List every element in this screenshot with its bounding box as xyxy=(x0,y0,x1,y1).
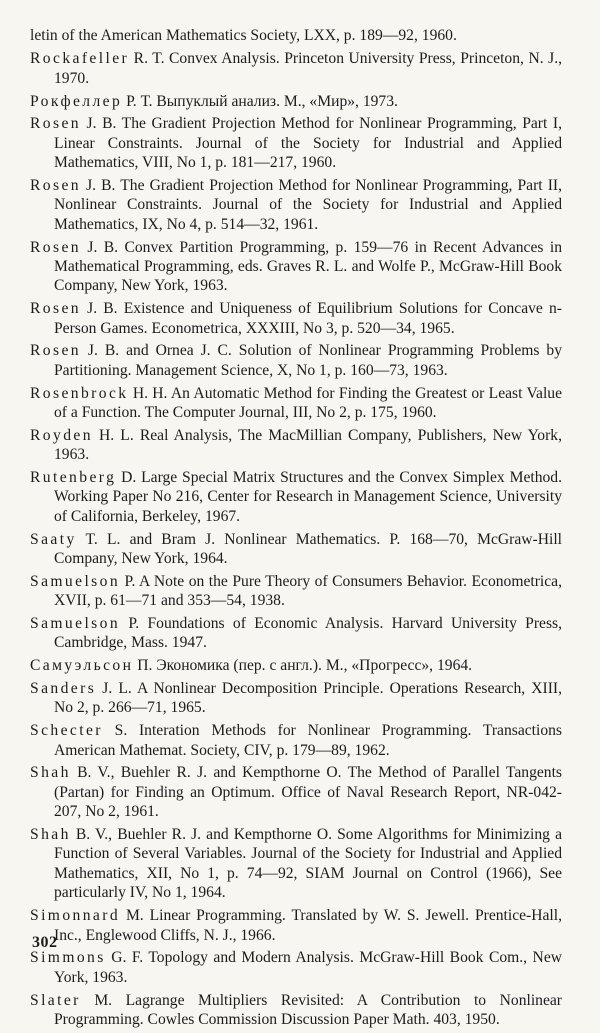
bibliography-entry xyxy=(30,679,562,718)
bibliography-entry xyxy=(30,114,562,172)
bibliography-entry xyxy=(30,530,562,569)
entry-text: B. V., Buehler R. J. and Kempthorne O. The Method of Parallel Tangents (Partan) for Finding an Optimum. Office of Naval Research Report, NR-042-207, No 2, 1961. xyxy=(54,764,562,821)
entry-text: H. H. An Automatic Method for Finding the Greatest or Least Value of a Function. The Computer Journal, III, No 2, p. 175, 1960. xyxy=(54,384,562,422)
entry-author: Simmons xyxy=(30,949,106,967)
page-number: 302 xyxy=(32,934,58,951)
entry-author: Rosen xyxy=(30,342,81,360)
entry-author: Rosen xyxy=(30,300,81,318)
entry-author: Samuelson xyxy=(30,615,121,633)
entry-text: J. B. The Gradient Projection Method for Nonlinear Programming, Part I, Linear Constraints. Journal of the Society for Industrial and Applied Mathematics, VIII, No 1, p. 181—217, 1960. xyxy=(54,115,562,172)
bibliography-entry xyxy=(30,92,562,111)
entry-text: S. Interation Methods for Nonlinear Programming. Transactions American Mathemat. Society, CIV, p. 179—89, 1962. xyxy=(54,722,562,759)
entry-text: H. L. Real Analysis, The MacMillian Company, Publishers, New York, 1963. xyxy=(54,426,562,464)
entry-author: Rosen xyxy=(30,238,81,256)
bibliography-entry xyxy=(30,825,562,903)
entry-author: Shah xyxy=(30,826,71,844)
entry-text: letin of the American Mathematics Society, LXX, p. 189—92, 1960. xyxy=(30,27,457,44)
bibliography-entry xyxy=(30,614,562,653)
entry-author: Shah xyxy=(30,764,71,782)
bibliography-entry xyxy=(30,906,562,945)
entry-text: R. T. Convex Analysis. Princeton University Press, Princeton, N. J., 1970. xyxy=(54,50,562,87)
entry-author: Самуэльсон xyxy=(30,657,134,675)
entry-author: Rutenberg xyxy=(30,469,117,487)
entry-text: J. B. Convex Partition Programming, p. 159—76 in Recent Advances in Mathematical Programming, eds. Graves R. L. and Wolfe P., McGraw-Hill Book Company, New York, 1963. xyxy=(54,238,562,295)
entry-author: Рокфеллер xyxy=(30,92,123,110)
bibliography-entry xyxy=(30,426,562,465)
bibliography-entry xyxy=(30,299,562,338)
bibliography-entry xyxy=(30,991,562,1030)
entry-author: Rockafeller xyxy=(30,50,130,68)
entry-author: Simonnard xyxy=(30,907,121,925)
bibliography-entry xyxy=(30,468,562,526)
bibliography-entry xyxy=(30,572,562,611)
entry-text: Р. Т. Выпуклый анализ. М., «Мир», 1973. xyxy=(122,92,398,110)
bibliography-list xyxy=(30,26,562,1033)
bibliography-entry xyxy=(30,176,562,234)
bibliography-entry xyxy=(30,763,562,821)
entry-text: J. B. and Ornea J. C. Solution of Nonlinear Programming Problems by Partitioning. Management Science, X, No 1, p. 160—73, 1963. xyxy=(54,342,562,379)
entry-text: T. L. and Bram J. Nonlinear Mathematics. P. 168—70, McGraw-Hill Company, New York, 1964. xyxy=(54,530,562,568)
bibliography-entry xyxy=(30,49,562,88)
bibliography-entry xyxy=(30,721,562,760)
entry-author: Slater xyxy=(30,991,81,1009)
bibliography-entry xyxy=(30,238,562,296)
entry-text: J. L. A Nonlinear Decomposition Principle. Operations Research, XIII, No 2, p. 266—71, 1965. xyxy=(54,680,562,717)
entry-text: J. B. Existence and Uniqueness of Equilibrium Solutions for Concave n-Person Games. Econometrica, XXXIII, No 3, p. 520—34, 1965. xyxy=(54,300,562,337)
entry-text: M. Linear Programming. Translated by W. S. Jewell. Prentice-Hall, Inc., Englewood Cliffs, N. J., 1966. xyxy=(54,907,562,944)
entry-text: B. V., Buehler R. J. and Kempthorne O. Some Algorithms for Minimizing a Function of Several Variables. Journal of the Society for Industrial and Applied Mathematics, XII, No 1, p. 74—92, SIAM Journal on Control (1966), See particularly IV, No 1, 1964. xyxy=(54,826,562,902)
entry-author: Samuelson xyxy=(30,572,121,590)
entry-text: П. Экономика (пер. с англ.). М., «Прогресс», 1964. xyxy=(133,657,473,675)
entry-author: Royden xyxy=(30,426,93,444)
entry-author: Sanders xyxy=(30,680,97,698)
entry-text: G. F. Topology and Modern Analysis. McGraw-Hill Book Com., New York, 1963. xyxy=(54,949,562,986)
entry-text: J. B. The Gradient Projection Method for Nonlinear Programming, Part II, Nonlinear Constraints. Journal of the Society for Industrial and Applied Mathematics, IX, No 4, p. 514—32, 1961. xyxy=(54,177,562,233)
entry-author: Rosen xyxy=(30,115,81,133)
entry-text: D. Large Special Matrix Structures and the Convex Simplex Method. Working Paper No 216, Center for Research in Management Science, University of California, Berkeley, 1967. xyxy=(54,469,562,525)
entry-author: Schecter xyxy=(30,722,103,740)
bibliography-entry xyxy=(30,26,562,45)
bibliography-entry xyxy=(30,384,562,423)
entry-text: M. Lagrange Multipliers Revisited: A Contribution to Nonlinear Programming. Cowles Commission Discussion Paper Math. 403, 1950. xyxy=(54,991,562,1028)
entry-author: Rosenbrock xyxy=(30,384,129,402)
bibliography-entry xyxy=(30,656,562,675)
bibliography-entry xyxy=(30,341,562,380)
entry-author: Saaty xyxy=(30,530,77,548)
entry-text: P. Foundations of Economic Analysis. Harvard University Press, Cambridge, Mass. 1947. xyxy=(54,615,562,652)
entry-text: P. A Note on the Pure Theory of Consumers Behavior. Econometrica, XVII, p. 61—71 and 353—54, 1938. xyxy=(54,572,562,610)
entry-author: Rosen xyxy=(30,177,81,195)
